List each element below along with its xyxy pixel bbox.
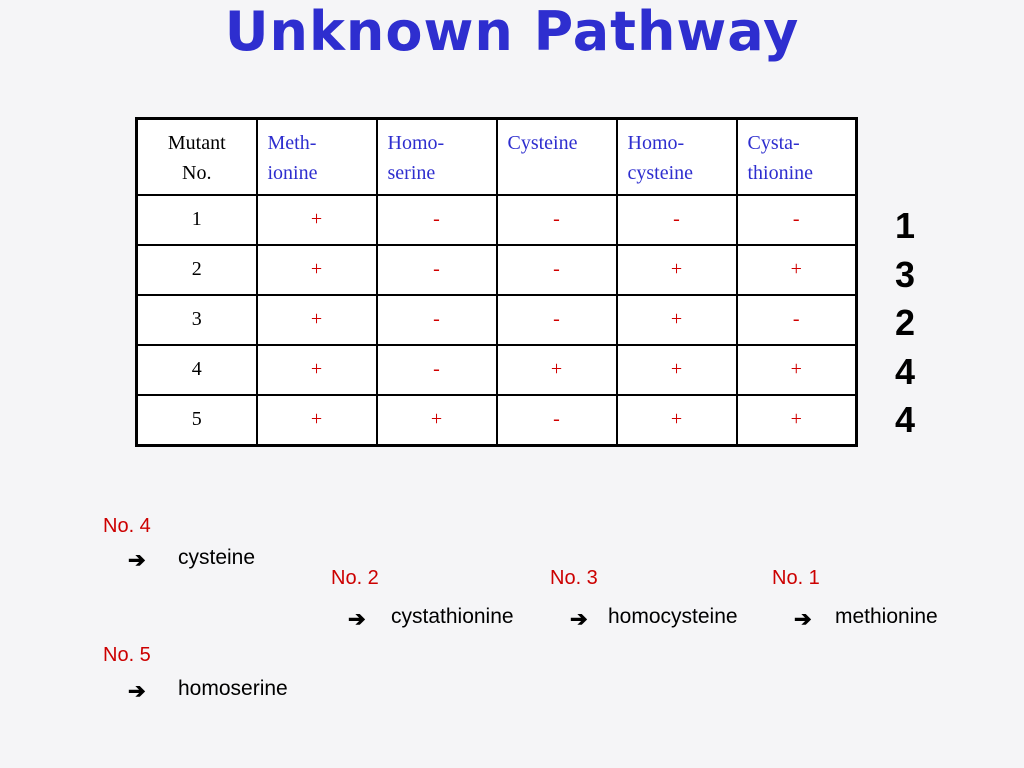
table-body [137, 195, 857, 446]
growth-cell: + [257, 345, 377, 395]
header-text: ionine [267, 162, 318, 184]
header-compound [257, 119, 377, 195]
header-compound [737, 119, 857, 195]
mutant-number-cell: 2 [137, 245, 257, 295]
header-text: Homo- [627, 132, 685, 154]
growth-count: 4 [895, 350, 916, 392]
growth-count-column [895, 202, 919, 445]
product-homoserine: homoserine [178, 677, 288, 700]
growth-cell: + [257, 245, 377, 295]
growth-cell: + [377, 395, 497, 446]
table-row [137, 295, 857, 345]
header-compound [617, 119, 737, 195]
header-text: No. [182, 162, 212, 184]
growth-count: 4 [895, 399, 916, 440]
table-row [137, 345, 857, 395]
table-row [137, 395, 857, 446]
growth-count: 1 [895, 205, 916, 246]
arrow-icon: ➔ [794, 608, 812, 631]
header-text: Mutant [167, 132, 226, 154]
header-text: cysteine [627, 162, 694, 184]
header-text: Cysteine [507, 132, 578, 154]
header-text: Cysta- [747, 132, 800, 154]
arrow-icon: ➔ [128, 549, 146, 572]
product-cysteine: cysteine [178, 546, 256, 569]
growth-count: 3 [895, 253, 916, 295]
growth-cell: + [617, 395, 737, 446]
growth-cell: - [737, 195, 857, 245]
label-no3: No. 3 [550, 567, 598, 589]
growth-cell: + [737, 395, 857, 446]
growth-cell: + [617, 245, 737, 295]
growth-cell: - [497, 295, 617, 345]
growth-cell: + [737, 345, 857, 395]
table-row [137, 195, 857, 245]
growth-count: 2 [895, 302, 916, 343]
label-no1: No. 1 [772, 567, 820, 589]
growth-cell: + [617, 295, 737, 345]
mutant-number-cell: 4 [137, 345, 257, 395]
mutant-number-cell: 3 [137, 295, 257, 345]
mutant-number-cell: 1 [137, 195, 257, 245]
growth-cell: - [377, 295, 497, 345]
step-methionine: methionine [835, 605, 938, 628]
growth-cell: - [497, 395, 617, 446]
arrow-icon: ➔ [128, 680, 146, 703]
growth-cell: - [377, 345, 497, 395]
table-row [137, 245, 857, 295]
growth-cell: + [257, 395, 377, 446]
page-title: Unknown Pathway [224, 0, 800, 63]
growth-cell: + [737, 245, 857, 295]
step-cystathionine: cystathionine [391, 605, 514, 628]
label-no5: No. 5 [103, 644, 151, 666]
arrow-icon: ➔ [570, 608, 588, 631]
growth-cell: - [377, 195, 497, 245]
growth-cell: - [737, 295, 857, 345]
header-text: Homo- [387, 132, 445, 154]
header-text: Meth- [267, 132, 317, 154]
growth-cell: + [257, 195, 377, 245]
header-compound [377, 119, 497, 195]
label-no2: No. 2 [331, 567, 379, 589]
growth-cell: - [497, 195, 617, 245]
growth-cell: + [617, 345, 737, 395]
growth-cell: - [617, 195, 737, 245]
mutant-growth-table [135, 117, 858, 447]
growth-cell: - [497, 245, 617, 295]
arrow-icon: ➔ [348, 608, 366, 631]
growth-cell: - [377, 245, 497, 295]
header-text: serine [387, 162, 436, 184]
step-homocysteine: homocysteine [608, 605, 738, 628]
header-mutant-no [137, 119, 257, 195]
header-compound [497, 119, 617, 195]
growth-cell: + [497, 345, 617, 395]
mutant-number-cell: 5 [137, 395, 257, 446]
growth-cell: + [257, 295, 377, 345]
header-text: thionine [747, 162, 814, 184]
table-header-row [137, 119, 857, 195]
label-no4: No. 4 [103, 515, 151, 537]
